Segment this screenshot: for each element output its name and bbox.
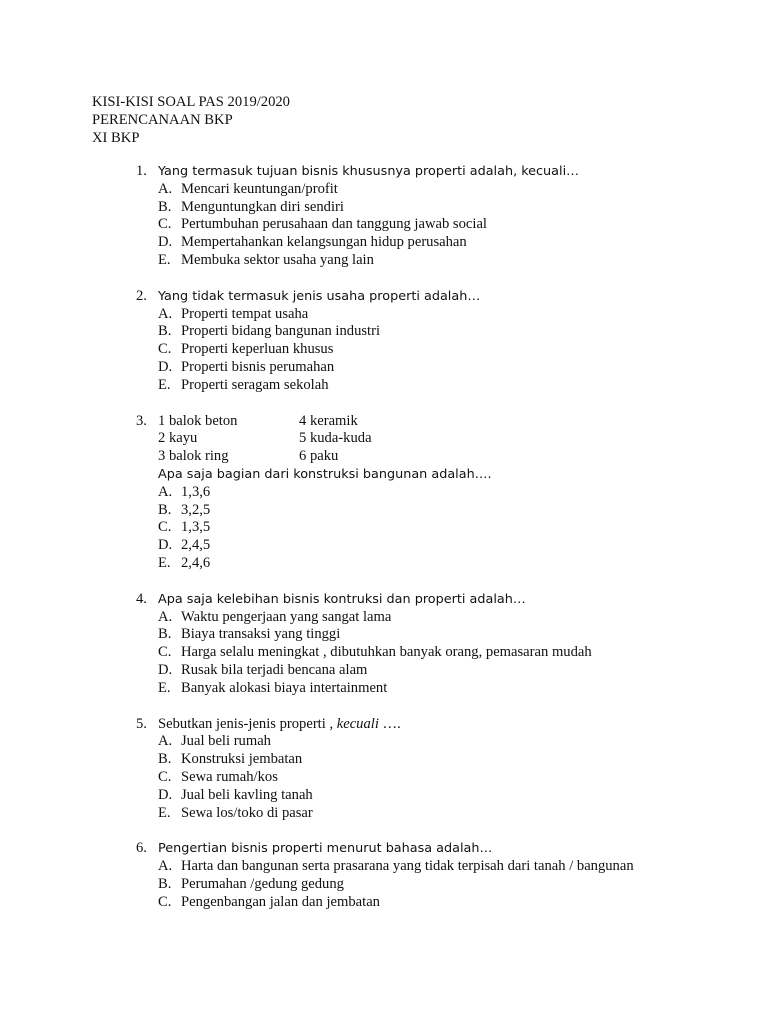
header-subject: PERENCANAAN BKP — [92, 112, 233, 128]
question-number: 2. — [136, 287, 147, 304]
option-e — [136, 680, 756, 698]
option-letter: A. — [158, 733, 173, 750]
question-1 — [136, 163, 756, 270]
question-3 — [136, 413, 756, 573]
option-letter: D. — [158, 537, 173, 554]
item-right: 5 kuda-kuda — [299, 430, 372, 447]
question-number: 6. — [136, 840, 147, 857]
option-b — [136, 199, 756, 217]
option-text: Rusak bila terjadi bencana alam — [181, 661, 368, 678]
option-b — [136, 751, 756, 769]
question-stem: Apa saja bagian dari konstruksi bangunan adalah…. — [158, 466, 492, 482]
stem-italic: kecuali — [336, 715, 379, 732]
option-text: Mempertahankan kelangsungan hidup perusahan — [181, 234, 467, 251]
document-header — [92, 93, 290, 147]
option-letter: D. — [158, 234, 173, 251]
option-text: Properti seragam sekolah — [181, 376, 329, 393]
question-stem: Yang termasuk tujuan bisnis khususnya properti adalah, kecuali… — [158, 164, 579, 179]
stem-prefix: Sebutkan jenis-jenis properti , — [158, 715, 337, 732]
question-2 — [136, 288, 756, 395]
option-text: Properti bisnis perumahan — [181, 358, 335, 375]
option-a — [136, 484, 756, 502]
item-right: 4 keramik — [299, 412, 358, 429]
question-4 — [136, 591, 756, 698]
question-list — [136, 163, 756, 929]
option-c — [136, 894, 756, 912]
option-letter: D. — [158, 358, 173, 375]
option-letter: B. — [158, 626, 172, 643]
option-letter: D. — [158, 786, 173, 803]
option-text: Harta dan bangunan serta prasarana yang tidak terpisah dari tanah / bangunan — [181, 858, 634, 875]
item-left: 1 balok beton — [158, 412, 238, 429]
option-letter: A. — [158, 608, 173, 625]
option-a — [136, 858, 756, 876]
option-e — [136, 252, 756, 270]
option-text: Pengenbangan jalan dan jembatan — [181, 893, 380, 910]
option-text: Sewa los/toko di pasar — [181, 804, 313, 821]
option-letter: A. — [158, 858, 173, 875]
item-right: 6 paku — [299, 448, 339, 465]
option-text: Membuka sektor usaha yang lain — [181, 251, 374, 268]
option-text: 1,3,5 — [181, 519, 211, 536]
option-letter: E. — [158, 679, 171, 696]
option-d — [136, 537, 756, 555]
question-number: 3. — [136, 412, 147, 429]
option-e — [136, 377, 756, 395]
question-6 — [136, 840, 756, 911]
question-number: 5. — [136, 715, 147, 732]
option-text: Perumahan /gedung gedung — [181, 875, 344, 892]
option-letter: B. — [158, 875, 172, 892]
option-letter: A. — [158, 483, 173, 500]
option-a — [136, 609, 756, 627]
option-letter: A. — [158, 305, 173, 322]
option-b — [136, 323, 756, 341]
option-text: Sewa rumah/kos — [181, 768, 278, 785]
item-left: 3 balok ring — [158, 448, 229, 465]
option-e — [136, 555, 756, 573]
option-text: Mencari keuntungan/profit — [181, 180, 338, 197]
option-letter: E. — [158, 376, 171, 393]
option-letter: B. — [158, 751, 172, 768]
option-d — [136, 662, 756, 680]
option-text: 2,4,5 — [181, 537, 211, 554]
option-text: 3,2,5 — [181, 501, 211, 518]
option-text: Menguntungkan diri sendiri — [181, 198, 344, 215]
option-letter: B. — [158, 323, 172, 340]
option-letter: E. — [158, 554, 171, 571]
option-c — [136, 769, 756, 787]
question-stem — [158, 716, 401, 734]
option-text: Konstruksi jembatan — [181, 751, 303, 768]
option-letter: C. — [158, 519, 172, 536]
option-b — [136, 876, 756, 894]
option-letter: C. — [158, 216, 172, 233]
question-number: 4. — [136, 590, 147, 607]
option-text: 2,4,6 — [181, 554, 211, 571]
option-c — [136, 341, 756, 359]
header-class: XI BKP — [92, 130, 140, 146]
option-b — [136, 626, 756, 644]
option-e — [136, 805, 756, 823]
option-letter: A. — [158, 180, 173, 197]
option-a — [136, 181, 756, 199]
option-letter: E. — [158, 251, 171, 268]
option-text: Properti keperluan khusus — [181, 341, 334, 358]
option-text: Pertumbuhan perusahaan dan tanggung jawab social — [181, 216, 487, 233]
option-letter: D. — [158, 661, 173, 678]
option-text: Waktu pengerjaan yang sangat lama — [181, 608, 392, 625]
option-text: Biaya transaksi yang tinggi — [181, 626, 341, 643]
option-letter: C. — [158, 341, 172, 358]
question-stem: Apa saja kelebihan bisnis kontruksi dan properti adalah… — [158, 591, 526, 607]
option-d — [136, 234, 756, 252]
option-letter: E. — [158, 804, 171, 821]
option-text: Jual beli rumah — [181, 733, 271, 750]
question-stem: Pengertian bisnis properti menurut bahasa adalah… — [158, 841, 493, 857]
option-letter: B. — [158, 198, 172, 215]
option-d — [136, 359, 756, 377]
option-text: Banyak alokasi biaya intertainment — [181, 679, 388, 696]
option-text: Jual beli kavling tanah — [181, 786, 313, 803]
option-letter: C. — [158, 644, 172, 661]
question-5 — [136, 716, 756, 823]
option-c — [136, 519, 756, 537]
option-text: 1,3,6 — [181, 483, 211, 500]
option-text: Properti bidang bangunan industri — [181, 323, 381, 340]
option-d — [136, 787, 756, 805]
option-letter: B. — [158, 501, 172, 518]
option-letter: C. — [158, 768, 172, 785]
option-a — [136, 733, 756, 751]
stem-suffix: …. — [378, 715, 401, 732]
item-left: 2 kayu — [158, 430, 198, 447]
option-b — [136, 502, 756, 520]
question-number: 1. — [136, 163, 147, 179]
option-a — [136, 306, 756, 324]
option-text: Properti tempat usaha — [181, 305, 309, 322]
header-title: KISI-KISI SOAL PAS 2019/2020 — [92, 94, 290, 110]
option-text: Harga selalu meningkat , dibutuhkan banyak orang, pemasaran mudah — [181, 644, 592, 661]
option-letter: C. — [158, 893, 172, 910]
option-c — [136, 216, 756, 234]
question-stem: Yang tidak termasuk jenis usaha properti adalah… — [158, 288, 481, 304]
option-c — [136, 644, 756, 662]
